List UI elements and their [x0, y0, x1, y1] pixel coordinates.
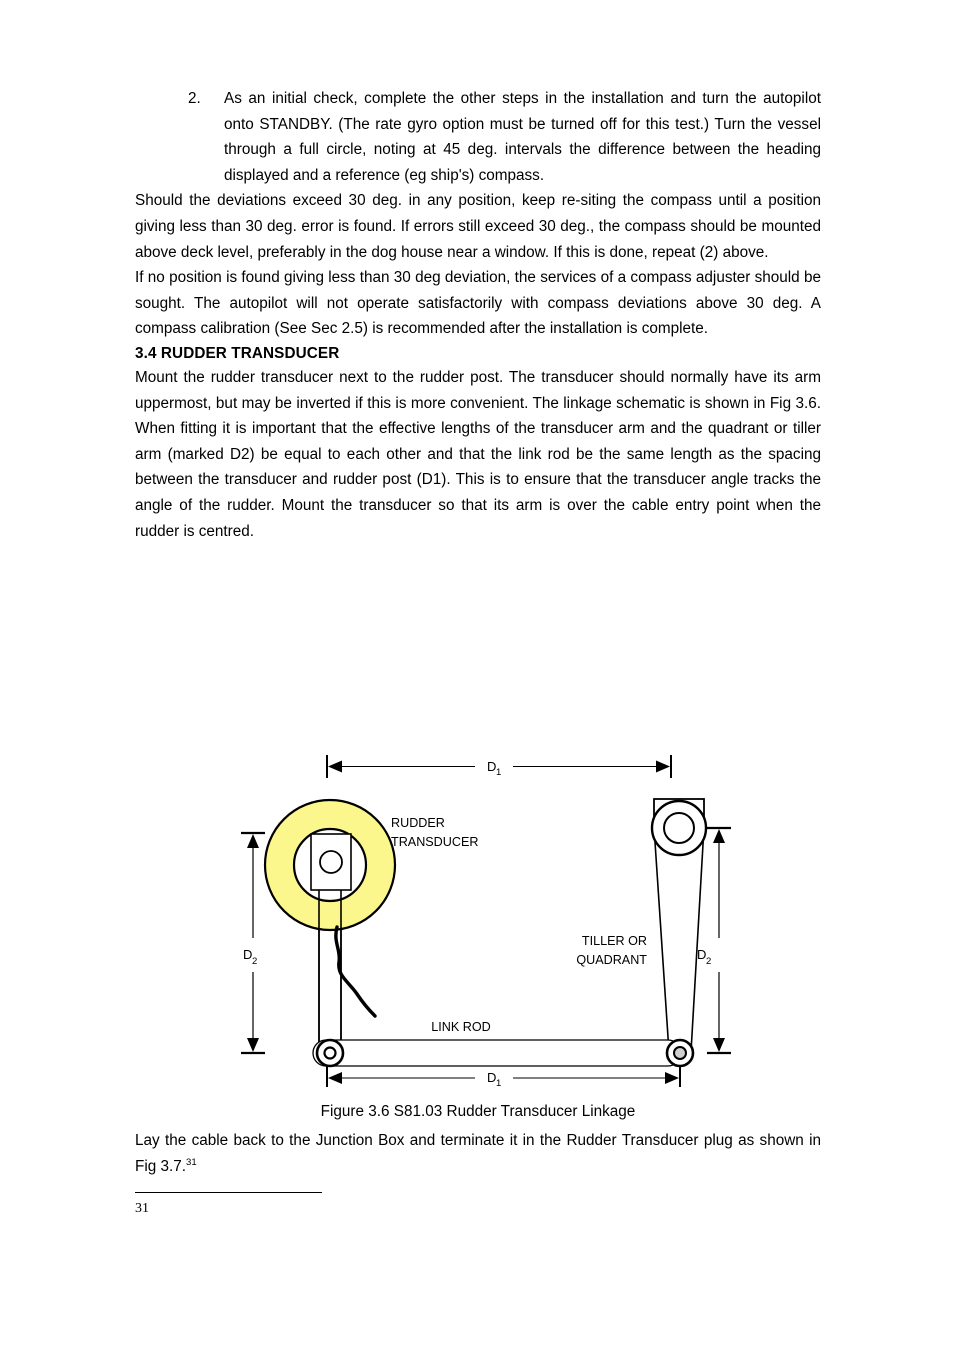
list-item-number: 2. [188, 90, 201, 107]
figure-rudder-transducer-linkage [135, 742, 821, 1087]
link-rod-right-pivot [667, 1040, 693, 1066]
paragraph-compass-deviation: Should the deviations exceed 30 deg. in any position, keep re-siting the compass until a position giving less than 30 deg. error is found. If errors still exceed 30 deg., the compass should be mounted above deck level, preferably in the dog house near a window. If this is done, repeat (2) above. [135, 192, 821, 261]
closing-paragraph [135, 1128, 821, 1179]
figure-caption: Figure 3.6 S81.03 Rudder Transducer Linkage [320, 1103, 636, 1120]
page-number: 31 [135, 1201, 149, 1216]
dimension-d2-right-subscript: 2 [706, 956, 712, 967]
dimension-d2-right-label: D [697, 947, 707, 962]
dimension-d1-bottom [327, 1066, 680, 1087]
dimension-d1-bottom-subscript: 1 [496, 1078, 502, 1087]
text-column [135, 0, 821, 544]
link-rod-left-pivot [317, 1040, 343, 1066]
closing-text: Lay the cable back to the Junction Box and terminate it in the Rudder Transducer plug as shown in Fig 3.7. [135, 1132, 821, 1175]
tiller-quadrant-arm [652, 799, 706, 1052]
footnote-separator [135, 1192, 322, 1193]
label-tiller-line2: QUADRANT [576, 953, 647, 967]
section-heading-rudder-transducer: 3.4 RUDDER TRANSDUCER [135, 344, 340, 362]
dimension-d1-top-subscript: 1 [496, 767, 502, 778]
dimension-d2-right [707, 828, 731, 1053]
dimension-d1-top-label: D [487, 759, 497, 774]
numbered-list-item [135, 86, 821, 188]
paragraph-compass-adjuster: If no position is found giving less than 30 deg deviation, the services of a compass adjuster should be sought. The autopilot will not operate satisfactorily with compass deviations above 30 deg. A compass calibration (See Sec 2.5) is recommended after the installation is complete. [135, 269, 821, 338]
label-rudder-transducer-line1: RUDDER [391, 816, 445, 830]
paragraph-rudder-transducer: Mount the rudder transducer next to the rudder post. The transducer should normally have its arm uppermost, but may be inverted if this is more convenient. The linkage schematic is shown in Fig 3.6. When fitting it is important that the effective lengths of the transducer arm and the quadrant or tiller arm (marked D2) be equal to each other and that the link rod be the same length as the spacing between the transducer and rudder post (D1). This is to ensure that the transducer angle tracks the angle of the rudder. Mount the transducer so that its arm is over the cable entry point when the rudder is centred. [135, 368, 821, 540]
link-rod [313, 1040, 681, 1066]
label-link-rod: LINK ROD [431, 1020, 491, 1034]
dimension-d2-left-subscript: 2 [252, 956, 258, 967]
footnote-reference: 31 [186, 1156, 197, 1168]
label-rudder-transducer-line2: TRANSDUCER [391, 835, 479, 849]
dimension-d1-bottom-label: D [487, 1070, 497, 1085]
dimension-d2-left-label: D [243, 947, 253, 962]
label-tiller-line1: TILLER OR [581, 934, 647, 948]
list-item-text: As an initial check, complete the other steps in the installation and turn the autopilot onto STANDBY. (The rate gyro option must be turned off for this test.) Turn the vessel through a full circle, noting at 45 deg. intervals the difference between the heading displayed and a reference (eg ship's) compass. [224, 90, 821, 184]
dimension-d2-left [241, 833, 265, 1053]
transducer-housing [311, 834, 351, 890]
